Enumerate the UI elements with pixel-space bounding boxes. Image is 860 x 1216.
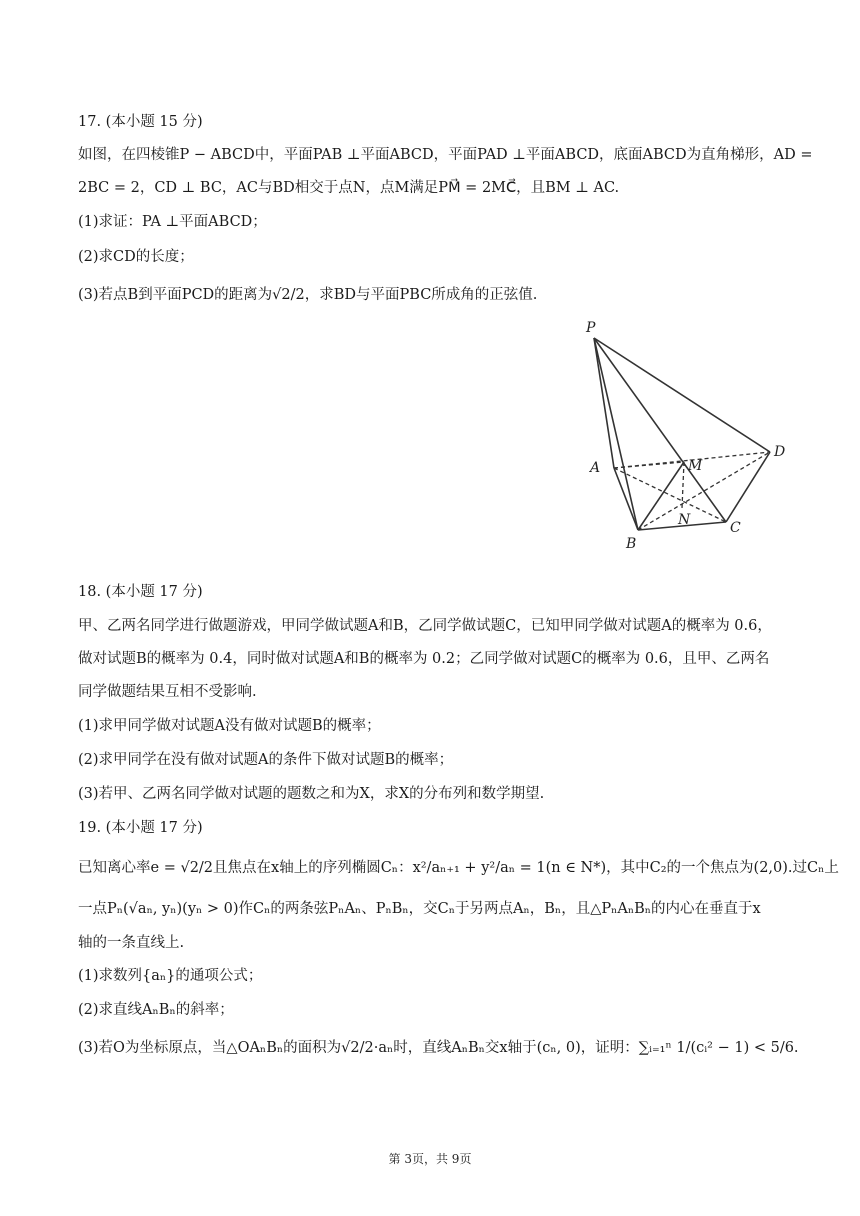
problem-19-question-1: (1)求数列{aₙ}的通项公式； <box>78 968 263 984</box>
problem-17-stem-line-2: 2BC = 2，CD ⊥ BC，AC与BD相交于点N，点M满足PM⃗ = 2MC⃗，且BM ⊥ AC. <box>78 180 620 196</box>
edge-pc <box>594 338 726 522</box>
label-c: C <box>730 520 741 536</box>
label-n: N <box>678 512 691 528</box>
label-a: A <box>590 460 601 476</box>
pyramid-figure <box>578 316 798 556</box>
problem-18-question-2: (2)求甲同学在没有做对试题A的条件下做对试题B的概率； <box>78 752 454 768</box>
label-m: M <box>688 458 703 474</box>
edge-pa <box>594 338 614 468</box>
problem-18-question-3: (3)若甲、乙两名同学做对试题的题数之和为X，求X的分布列和数学期望. <box>78 786 545 802</box>
label-p: P <box>586 320 596 336</box>
problem-19-stem-line-3: 轴的一条直线上. <box>78 935 185 951</box>
problem-17-stem-line-1: 如图，在四棱锥P − ABCD中，平面PAB ⊥平面ABCD，平面PAD ⊥平面ABCD，底面ABCD为直角梯形，AD = <box>78 147 813 163</box>
edge-pd <box>594 338 770 452</box>
problem-17-heading: 17. (本小题 15 分) <box>78 114 203 130</box>
problem-17-question-1: (1)求证：PA ⊥平面ABCD； <box>78 214 267 230</box>
edge-pb <box>594 338 638 530</box>
problem-17-question-2: (2)求CD的长度； <box>78 249 194 265</box>
problem-19-question-3: (3)若O为坐标原点，当△OAₙBₙ的面积为√2/2·aₙ时，直线AₙBₙ交x轴于(cₙ, 0)，证明：∑ᵢ₌₁ⁿ 1/(cᵢ² − 1) < 5/6. <box>78 1040 799 1056</box>
problem-18-stem-line-3: 同学做题结果互相不受影响. <box>78 684 257 700</box>
problem-18-heading: 18. (本小题 17 分) <box>78 584 203 600</box>
page-number-footer: 第 3页，共 9页 <box>388 1152 472 1166</box>
problem-19-stem-line-2: 一点Pₙ(√aₙ, yₙ)(yₙ > 0)作Cₙ的两条弦PₙAₙ、PₙBₙ，交Cₙ于另两点Aₙ，Bₙ，且△PₙAₙBₙ的内心在垂直于x <box>78 901 761 917</box>
problem-19-question-2: (2)求直线AₙBₙ的斜率； <box>78 1002 234 1018</box>
problem-18-question-1: (1)求甲同学做对试题A没有做对试题B的概率； <box>78 718 381 734</box>
label-d: D <box>774 444 786 460</box>
segment-ac-hidden <box>614 468 726 522</box>
problem-18-stem-line-2: 做对试题B的概率为 0.4，同时做对试题A和B的概率为 0.2；乙同学做对试题C的概率为 0.6，且甲、乙两名 <box>78 651 770 667</box>
problem-19-heading: 19. (本小题 17 分) <box>78 820 203 836</box>
problem-17-question-3: (3)若点B到平面PCD的距离为√2/2，求BD与平面PBC所成角的正弦值. <box>78 287 538 303</box>
label-b: B <box>626 536 637 552</box>
problem-18-stem-line-1: 甲、乙两名同学进行做题游戏，甲同学做试题A和B，乙同学做试题C，已知甲同学做对试题A的概率为 0.6， <box>78 618 772 634</box>
edge-cd <box>726 452 770 522</box>
problem-19-stem-line-1: 已知离心率e = √2/2且焦点在x轴上的序列椭圆Cₙ：x²/aₙ₊₁ + y²/aₙ = 1(n ∈ N*)，其中C₂的一个焦点为(2,0).过Cₙ上 <box>78 860 839 876</box>
segment-am-hidden <box>614 462 684 468</box>
